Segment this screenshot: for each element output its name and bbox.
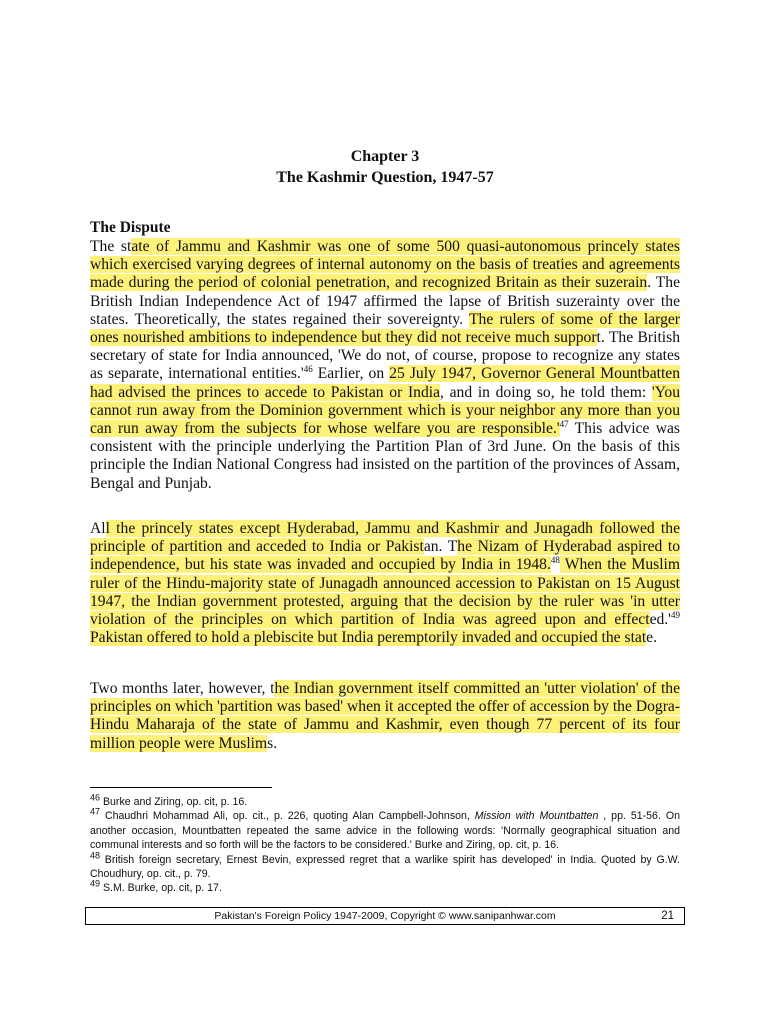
highlighted-text: Pakistan offered to hold a plebiscite but India peremptorily invaded and occupied the stat — [90, 629, 647, 647]
chapter-number: Chapter 3 — [350, 148, 420, 165]
text-run: Chaudhri Mohammad Ali, op. cit., p. 226, quoting Alan Campbell-Johnson, — [100, 810, 475, 823]
footnote-ref: 46 — [90, 792, 101, 803]
paragraph — [90, 238, 680, 493]
text-run: e. — [646, 629, 657, 647]
text-run: Two months later, however, t — [90, 680, 275, 697]
chapter-heading — [90, 146, 680, 188]
text-run: Al — [90, 520, 106, 537]
footnotes — [90, 792, 680, 896]
text-run: . The British Indian Independence Act of 1947 affirmed the lapse of British suzerainty over the states. Theoretically, the states regained their sovereignty. — [90, 274, 680, 328]
text-run: The st — [90, 238, 132, 255]
footnote — [90, 878, 680, 895]
text-run: This advice was consistent with the principle underlying the Partition Plan of 3rd June. On the basis of this principle the Indian National Congress had insisted on the partition of the provinces of Assam, Bengal and Punjab. — [90, 420, 680, 492]
text-run: ed.' — [649, 611, 671, 629]
page-footer — [85, 907, 685, 925]
chapter-title: The Kashmir Question, 1947-57 — [276, 169, 494, 186]
footnote-ref: 48 — [550, 555, 560, 566]
highlighted-text: he Nizam of Hyderabad aspired to independence, but his state was invaded and occupied by India in 1948. — [90, 538, 680, 574]
footnote — [90, 792, 680, 809]
text-run: t. The British secretary of state for India announced, 'We do not, of course, propose to recognize any states as separate, international entities.' — [90, 329, 680, 383]
text-run: British foreign secretary, Ernest Bevin, expressed regret that a warlike spirit has developed' in India. Quoted by G.W. Choudhury, op. cit., p. 79. — [90, 853, 680, 881]
footnote-ref: 49 — [671, 609, 680, 620]
highlighted-text: ate of Jammu and Kashmir was one of some 500 quasi-autonomous princely states which exercised varying degrees of internal autonomy on the basis of treaties and agreements made during the period of colonial penetration, and recognized Britain as their suzerain — [90, 238, 680, 292]
text-run: , pp. 51-56. On another occasion, Mountbatten repeated the same advice in the following words: 'Normally geographical situation and communal interests and so forth will be the factors to be considered.' Burke and Ziring, op. cit, p. 16. — [90, 810, 680, 852]
italic-text: Mission with Mountbatten — [474, 810, 599, 823]
footnote-divider — [90, 787, 272, 788]
highlighted-text: l the princely states except Hyderabad, Jammu and Kashmir and Junagadh followed the principle of partition and acceded to India or Pakist — [90, 520, 680, 556]
paragraph — [90, 680, 680, 753]
footnote — [90, 806, 680, 852]
footnote-ref: 47 — [559, 418, 569, 429]
text-run: s. — [267, 734, 278, 752]
footer-text: Pakistan's Foreign Policy 1947-2009, Copyright © www.sanipanhwar.com — [214, 910, 556, 922]
highlighted-text: 25 July 1947, Governor General Mountbatten had advised the princes to accede to Pakistan or India — [90, 365, 680, 401]
footnote-ref: 47 — [90, 806, 101, 817]
page-number: 21 — [661, 910, 674, 922]
footnote-ref: 46 — [303, 364, 313, 375]
section-title: The Dispute — [90, 219, 171, 236]
text-run: Earlier, on — [312, 365, 390, 383]
highlighted-text: The rulers of some of the larger ones nourished ambitions to independence but they did not receive much suppor — [90, 310, 680, 347]
text-run: Burke and Ziring, op. cit, p. 16. — [100, 796, 248, 808]
paragraph — [90, 520, 680, 647]
text-run: S.M. Burke, op. cit, p. 17. — [100, 882, 222, 895]
footnote-ref: 49 — [90, 878, 101, 889]
highlighted-text: When the Muslim ruler of the Hindu-majority state of Junagadh announced accession to Pakistan on 15 August 1947, the Indian government protested, arguing that the decision by the ruler was 'in utter violation of the principles on which partition of India was agreed upon and effect — [90, 556, 680, 629]
footnote-ref: 48 — [90, 850, 101, 861]
text-run: , and in doing so, he told them: — [440, 383, 652, 401]
text-run: an. T — [423, 538, 458, 556]
highlighted-text: he Indian government itself committed an 'utter violation' of the principles on which 'partition was based' when it accepted the offer of accession by the Dogra-Hindu Maharaja of the state of Jammu and Kashmir, even though 77 percent of its four million people were Muslim — [90, 680, 681, 752]
highlighted-text: 'You cannot run away from the Dominion government which is your neighbor any more than you can run away from the subjects for whose welfare you are responsible.' — [90, 383, 680, 438]
footnote — [90, 850, 680, 882]
